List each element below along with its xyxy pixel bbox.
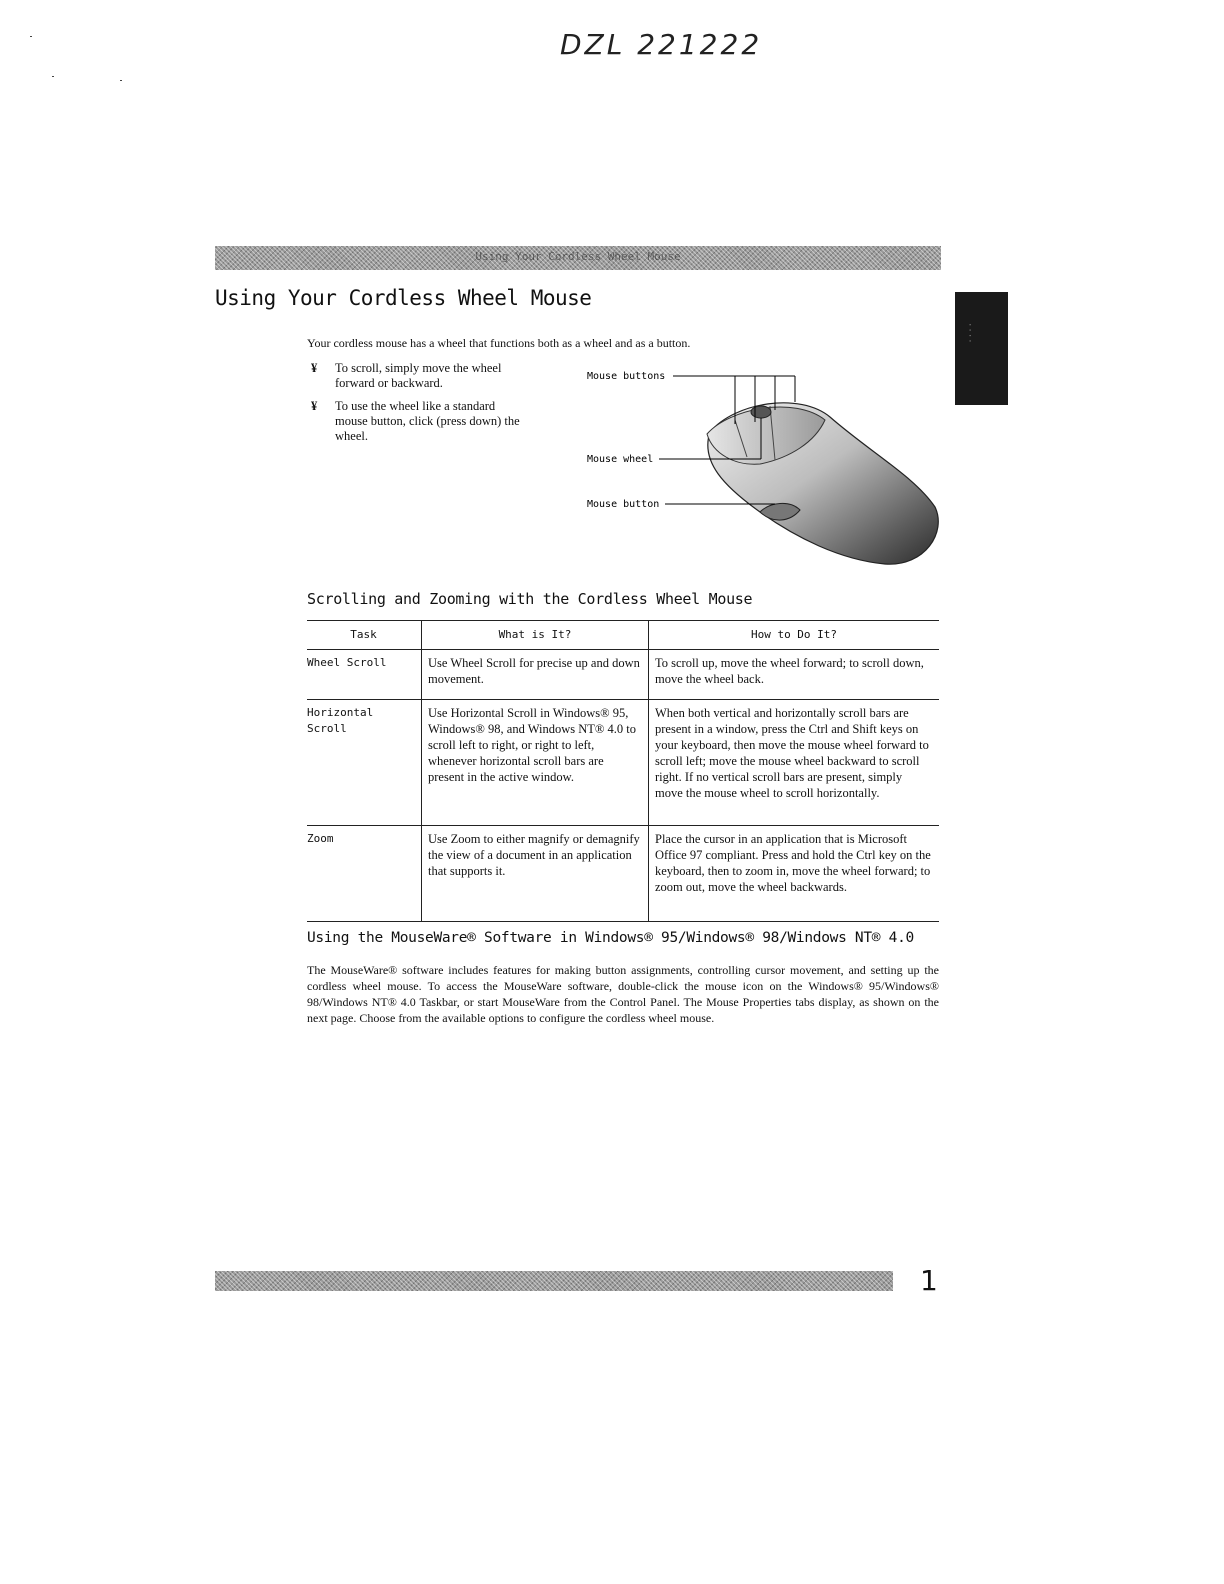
- bullet-text: To scroll, simply move the wheel forward or backward.: [335, 361, 502, 390]
- header-bar: [215, 246, 941, 270]
- table-row: [307, 826, 939, 922]
- scan-speck: [30, 36, 32, 37]
- chapter-tab: [955, 292, 1008, 405]
- software-body-text: The MouseWare® software includes features for making button assignments, controlling cursor movement, and setting up the cordless wheel mouse. To access the MouseWare software, double-click the mouse icon on the Windows® 95/Windows® 98/Windows NT® 4.0 Taskbar, or start MouseWare from the Control Panel. The Mouse Properties tabs display, as shown on the next page. Choose from the available options to configure the cordless wheel mouse.: [307, 963, 939, 1025]
- what-cell: Use Zoom to either magnify or demagnify the view of a document in an application that supports it.: [422, 826, 649, 922]
- chapter-tab-label: ····: [964, 322, 974, 344]
- bullet-list: [307, 361, 527, 452]
- scan-speck: [52, 76, 54, 77]
- mouse-diagram: [585, 362, 945, 572]
- callout-mouse-wheel: Mouse wheel: [587, 454, 654, 465]
- what-cell: Use Horizontal Scroll in Windows® 95, Windows® 98, and Windows NT® 4.0 to scroll left to right, or right to left, whenever horizontal scroll bars are present in the active window.: [422, 700, 649, 826]
- list-item: [307, 399, 527, 444]
- bullet-mark: ¥: [311, 361, 318, 375]
- scan-speck: [120, 80, 122, 81]
- bullet-mark: ¥: [311, 399, 318, 413]
- how-cell: When both vertical and horizontally scroll bars are present in a window, press the Ctrl and Shift keys on your keyboard, then move the mouse wheel forward to scroll left; move the mouse wheel backward to scroll right. If no vertical scroll bars are present, simply move the mouse wheel to scroll horizontally.: [649, 700, 940, 826]
- how-cell: Place the cursor in an application that is Microsoft Office 97 compliant. Press and hold the Ctrl key on the keyboard, then to zoom in, move the wheel forward; to zoom out, move the wheel backwards.: [649, 826, 940, 922]
- what-cell: Use Wheel Scroll for precise up and down movement.: [422, 650, 649, 700]
- callout-mouse-button: Mouse button: [587, 499, 660, 510]
- header-bar-title: Using Your Cordless Wheel Mouse: [475, 250, 681, 263]
- callout-mouse-buttons: Mouse buttons: [587, 371, 666, 382]
- intro-text: Your cordless mouse has a wheel that functions both as a wheel and as a button.: [307, 336, 691, 350]
- table-header-row: [307, 621, 939, 650]
- table-row: [307, 700, 939, 826]
- column-header-how: How to Do It?: [649, 621, 940, 650]
- scroll-zoom-table: [307, 620, 939, 922]
- page-number: 1: [920, 1264, 938, 1297]
- software-heading: Using the MouseWare® Software in Windows® 95/Windows® 98/Windows NT® 4.0: [307, 930, 914, 946]
- how-cell: To scroll up, move the wheel forward; to scroll down, move the wheel back.: [649, 650, 940, 700]
- table-title: Scrolling and Zooming with the Cordless Wheel Mouse: [307, 590, 753, 608]
- task-cell: Zoom: [307, 826, 422, 922]
- footer-bar: [215, 1271, 893, 1291]
- table-row: [307, 650, 939, 700]
- column-header-task: Task: [307, 621, 422, 650]
- column-header-what: What is It?: [422, 621, 649, 650]
- handwritten-document-id: DZL 221222: [560, 28, 763, 61]
- task-cell: Wheel Scroll: [307, 650, 422, 700]
- mouse-wheel-illustration: [751, 406, 771, 418]
- list-item: [307, 361, 527, 391]
- page-title: Using Your Cordless Wheel Mouse: [215, 286, 592, 310]
- task-cell: Horizontal Scroll: [307, 700, 422, 826]
- bullet-text: To use the wheel like a standard mouse button, click (press down) the wheel.: [335, 399, 520, 443]
